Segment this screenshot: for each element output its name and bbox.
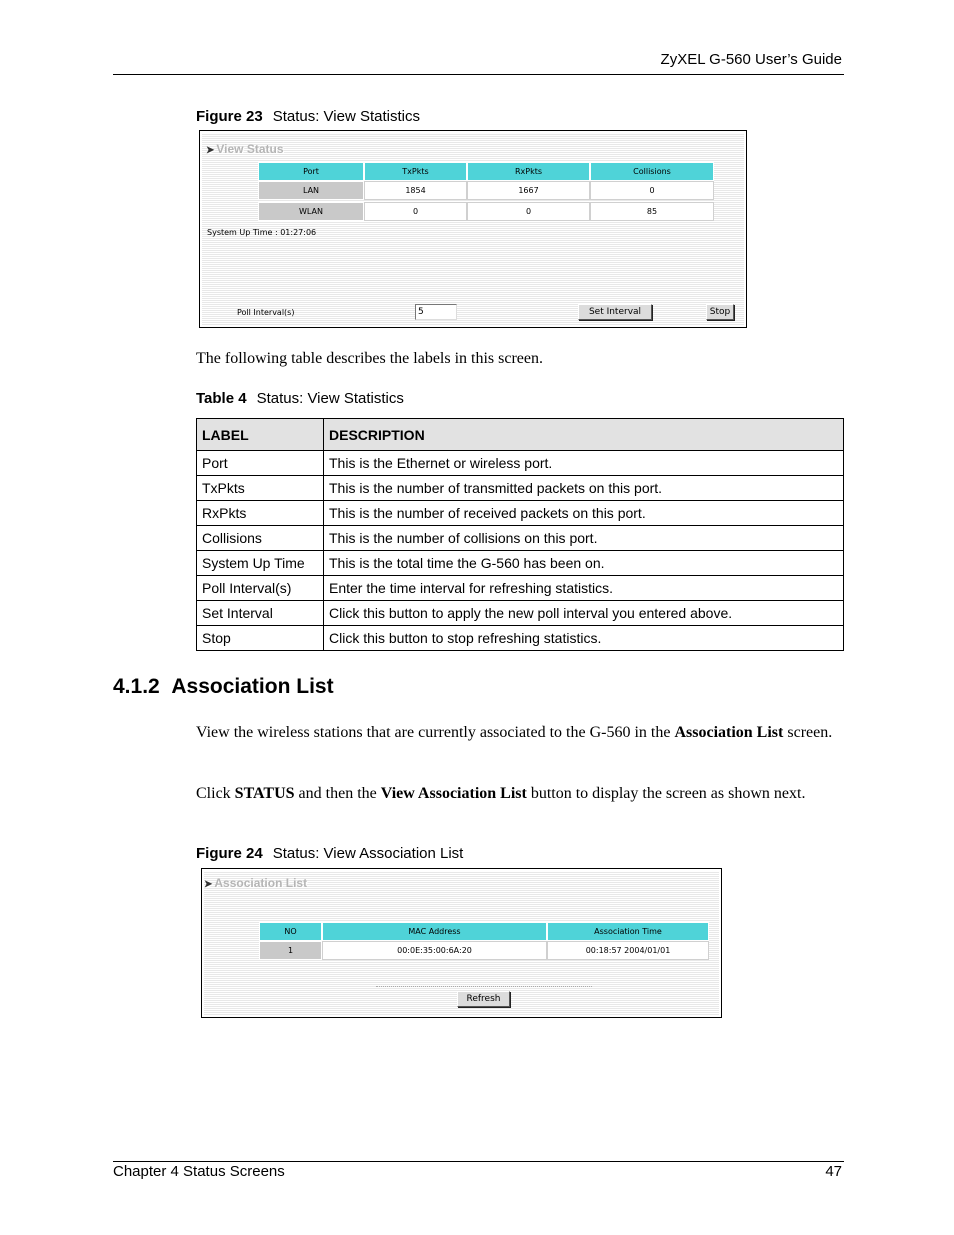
table-header-row: [197, 419, 844, 451]
row-description: This is the number of collisions on this port.: [324, 526, 844, 551]
row-wlan-collisions: 85: [590, 202, 714, 221]
table-row: [197, 501, 844, 526]
row-description: This is the total time the G-560 has been on.: [324, 551, 844, 576]
association-list-screenshot: [201, 868, 722, 1018]
figure-23-title: Status: View Statistics: [272, 108, 420, 125]
figure-24-caption: [196, 845, 463, 862]
figure-23-label: Figure 23: [196, 108, 263, 125]
table-header-description: DESCRIPTION: [324, 419, 844, 451]
bullet-arrow-icon: ➤: [204, 879, 213, 890]
row-lan-tx: 1854: [364, 181, 467, 200]
row-wlan-port: WLAN: [258, 202, 364, 221]
col-no: NO: [259, 922, 322, 941]
table-row: [197, 476, 844, 501]
view-statistics-screenshot: [199, 130, 747, 328]
row-description: This is the number of received packets on this port.: [324, 501, 844, 526]
row-lan-rx: 1667: [467, 181, 590, 200]
assoc-row-time: 00:18:57 2004/01/01: [547, 941, 709, 960]
col-txpkts: TxPkts: [364, 162, 467, 181]
row-label: System Up Time: [197, 551, 324, 576]
row-lan-collisions: 0: [590, 181, 714, 200]
intro-paragraph: The following table describes the labels in this screen.: [196, 350, 544, 367]
row-description: Enter the time interval for refreshing statistics.: [324, 576, 844, 601]
association-intro-paragraph: View the wireless stations that are currently associated to the G-560 in the Association List screen.: [196, 724, 833, 741]
row-label: Port: [197, 451, 324, 476]
col-collisions: Collisions: [590, 162, 714, 181]
row-label: Poll Interval(s): [197, 576, 324, 601]
row-label: TxPkts: [197, 476, 324, 501]
header-rule: [113, 74, 844, 75]
association-list-title: ➤ Association List: [204, 876, 308, 890]
row-label: RxPkts: [197, 501, 324, 526]
section-title: Association List: [171, 675, 334, 698]
row-description: Click this button to stop refreshing statistics.: [324, 626, 844, 651]
refresh-button[interactable]: Refresh: [457, 991, 510, 1007]
bullet-arrow-icon: ➤: [206, 145, 215, 156]
poll-interval-label: Poll Interval(s): [237, 308, 295, 317]
col-rxpkts: RxPkts: [467, 162, 590, 181]
row-wlan-tx: 0: [364, 202, 467, 221]
association-instructions-paragraph: Click STATUS and then the View Association List button to display the screen as shown next.: [196, 785, 806, 802]
figure-23-caption: [196, 108, 420, 125]
table-row: [197, 526, 844, 551]
table-row: [197, 626, 844, 651]
running-header-title: ZyXEL G-560 User’s Guide: [660, 51, 842, 68]
row-label: Stop: [197, 626, 324, 651]
col-mac-address: MAC Address: [322, 922, 547, 941]
assoc-row-no: 1: [259, 941, 322, 960]
table-row: [197, 601, 844, 626]
view-status-title: ➤ View Status: [206, 142, 284, 156]
section-heading: [113, 675, 334, 699]
row-label: Collisions: [197, 526, 324, 551]
table-row: [197, 451, 844, 476]
table-4-title: Status: View Statistics: [256, 390, 404, 407]
footer-chapter: Chapter 4 Status Screens: [113, 1163, 285, 1180]
stop-button[interactable]: Stop: [706, 304, 734, 320]
footer-rule: [113, 1161, 844, 1162]
section-number: 4.1.2: [113, 675, 160, 698]
separator-line: [376, 986, 592, 987]
row-description: This is the Ethernet or wireless port.: [324, 451, 844, 476]
table-row: [197, 576, 844, 601]
label-description-table: [196, 418, 844, 651]
table-4-label: Table 4: [196, 390, 247, 407]
figure-24-title: Status: View Association List: [272, 845, 464, 862]
system-up-time: System Up Time : 01:27:06: [207, 228, 317, 237]
figure-24-label: Figure 24: [196, 845, 263, 862]
set-interval-button[interactable]: Set Interval: [578, 304, 652, 320]
table-4-caption: [196, 390, 404, 407]
table-header-label: LABEL: [197, 419, 324, 451]
row-wlan-rx: 0: [467, 202, 590, 221]
footer-page-number: 47: [825, 1163, 842, 1180]
row-label: Set Interval: [197, 601, 324, 626]
col-port: Port: [258, 162, 364, 181]
row-description: Click this button to apply the new poll interval you entered above.: [324, 601, 844, 626]
assoc-row-mac: 00:0E:35:00:6A:20: [322, 941, 547, 960]
col-association-time: Association Time: [547, 922, 709, 941]
table-row: [197, 551, 844, 576]
row-description: This is the number of transmitted packets on this port.: [324, 476, 844, 501]
poll-interval-input[interactable]: 5: [415, 304, 457, 320]
row-lan-port: LAN: [258, 181, 364, 200]
